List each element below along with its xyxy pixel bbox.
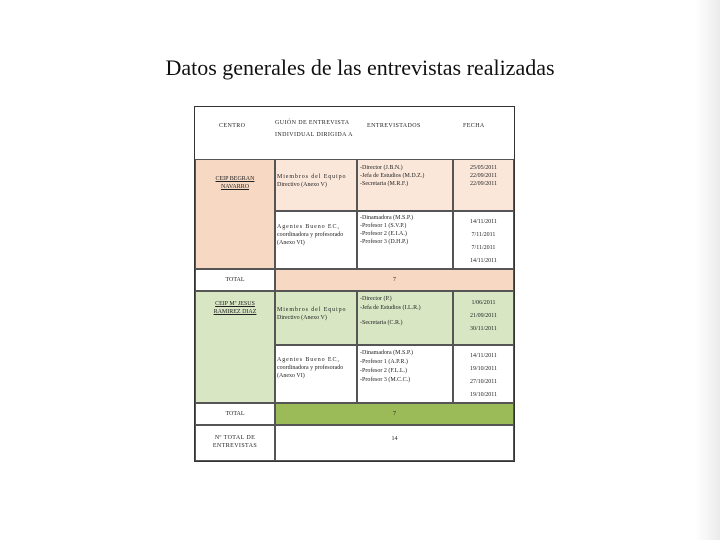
centro1-row2-fecha-2: 7/11/2011 <box>471 232 496 238</box>
centro1-row2-fechas <box>453 216 514 268</box>
centro2-row1-entrevistados-list <box>360 295 421 328</box>
centro1-row2-dirigida-l2: coordinadora y profesorado <box>277 232 344 238</box>
centro2-row2-dirigida-l2: coordinadora y profesorado <box>277 365 344 371</box>
centro1-row1-fecha-1: 25/05/2011 <box>469 165 498 171</box>
centro1-row1-dirigida-l1: Miembros del Equipo <box>277 174 347 180</box>
centro2-row2-entrevistado-2: -Profesor 1 (A.P.R.) <box>360 359 408 365</box>
centro1-row1-fecha-2: 22/09/2011 <box>469 173 498 179</box>
centro2-name <box>195 300 275 316</box>
centro2-row2-fecha-2: 19/10/2011 <box>469 366 498 372</box>
grand-total-label-line1: Nº TOTAL DE <box>214 435 256 441</box>
centro2-row2-fechas <box>453 350 514 402</box>
centro2-row2-dirigida-l3: (Anexo VI) <box>277 373 305 379</box>
centro1-row2-entrevistado-2: -Profesor 1 (S.V.P.) <box>360 223 407 229</box>
centro2-row1-fechas <box>453 297 514 336</box>
centro2-row1-dirigida-l2: Directivo (Anexo V) <box>277 315 327 321</box>
centro2-total-label: TOTAL <box>225 411 245 417</box>
centro1-row1-entrevistado-1: -Director (J.B.N.) <box>360 165 403 171</box>
grand-total-value: 14 <box>391 436 398 442</box>
centro2-row1-entrevistado-2: -Jefa de Estudios (I.L.R.) <box>360 305 421 311</box>
centro2-row2-entrevistados-list <box>360 349 413 385</box>
header-entrevistados: ENTREVISTADOS <box>367 123 421 129</box>
interviews-table <box>194 106 515 462</box>
centro2-name-line2: RAMIREZ DIAZ <box>213 309 257 315</box>
centro1-row2-dirigida-l1: Agentes Bueno EC, <box>277 224 340 230</box>
centro2-row1-dirigida-text <box>277 306 353 322</box>
header-guion-text: GUIÓN DE ENTREVISTA INDIVIDUAL DIRIGIDA A <box>275 120 353 138</box>
centro1-row1-fecha-3: 22/09/2011 <box>469 181 498 187</box>
centro1-total-label: TOTAL <box>225 277 245 283</box>
centro1-row2-entrevistado-1: -Dinamadora (M.S.P.) <box>360 215 413 221</box>
centro1-row2-fecha-4: 14/11/2011 <box>470 258 497 264</box>
centro2-row2-entrevistado-3: -Profesor 2 (F.L.L.) <box>360 368 408 374</box>
centro1-name-line2: NAVARRO <box>220 184 250 190</box>
slide-edge-shadow <box>695 0 720 540</box>
centro2-row2-entrevistado-4: -Profesor 3 (M.C.C.) <box>360 377 411 383</box>
centro1-row2-fecha-1: 14/11/2011 <box>470 219 497 225</box>
centro1-row2-entrevistado-3: -Profesor 2 (E.I.A.) <box>360 231 407 237</box>
centro1-row1-dirigida-l2: Directivo (Anexo V) <box>277 182 327 188</box>
centro1-row1-entrevistado-2: -Jefa de Estudios (M.D.Z.) <box>360 173 425 179</box>
header-row <box>195 107 514 159</box>
centro2-row2-dirigida-text <box>277 356 353 380</box>
centro2-row1-entrevistado-3: -Secretaria (C.R.) <box>360 320 403 326</box>
slide-title: Datos generales de las entrevistas realizadas <box>165 55 555 80</box>
centro1-total-value: 7 <box>393 277 396 283</box>
header-centro: CENTRO <box>219 123 246 129</box>
centro1-row2-entrevistado-4: -Profesor 3 (D.H.P.) <box>360 239 409 245</box>
grand-total-label <box>195 434 275 450</box>
centro2-row1-entrevistado-1: -Director (P.) <box>360 296 392 302</box>
header-fecha: FECHA <box>463 123 485 129</box>
centro2-name-line1: CEIP Mª JESUS <box>215 301 255 307</box>
centro1-row1-entrevistados-list <box>360 164 424 188</box>
header-guion <box>275 117 353 141</box>
centro2-row2-fecha-3: 27/10/2011 <box>469 379 498 385</box>
centro2-row1-fecha-2: 21/09/2011 <box>469 313 498 319</box>
centro2-row2-fecha-1: 14/11/2011 <box>470 353 497 359</box>
centro1-row2-fecha-3: 7/11/2011 <box>471 245 496 251</box>
centro2-row2-entrevistado-1: -Dinamadora (M.S.P.) <box>360 350 413 356</box>
centro1-row1-fechas <box>453 164 514 188</box>
centro2-row1-fecha-1: 1/06/2011 <box>471 300 496 306</box>
centro1-row1-entrevistado-3: -Secretaria (M.R.F.) <box>360 181 409 187</box>
centro2-row1-dirigida-l1: Miembros del Equipo <box>277 307 347 313</box>
centro1-name-line1: CEIP BEGRAN <box>215 176 255 182</box>
centro2-total-value: 7 <box>393 411 396 417</box>
grand-total-value-cell <box>275 425 514 461</box>
centro1-row1-dirigida-text <box>277 173 353 189</box>
centro2-row1-fecha-3: 30/11/2011 <box>470 326 497 332</box>
centro2-row2-fecha-4: 19/10/2011 <box>469 392 498 398</box>
centro1-row2-dirigida-text <box>277 223 353 247</box>
grand-total-label-line2: ENTREVISTAS <box>212 443 258 449</box>
centro1-name <box>195 175 275 191</box>
centro2-row2-dirigida-l1: Agentes Bueno EC, <box>277 357 340 363</box>
centro1-row2-dirigida-l3: (Anexo VI) <box>277 240 305 246</box>
centro1-row2-entrevistados-list <box>360 214 413 246</box>
